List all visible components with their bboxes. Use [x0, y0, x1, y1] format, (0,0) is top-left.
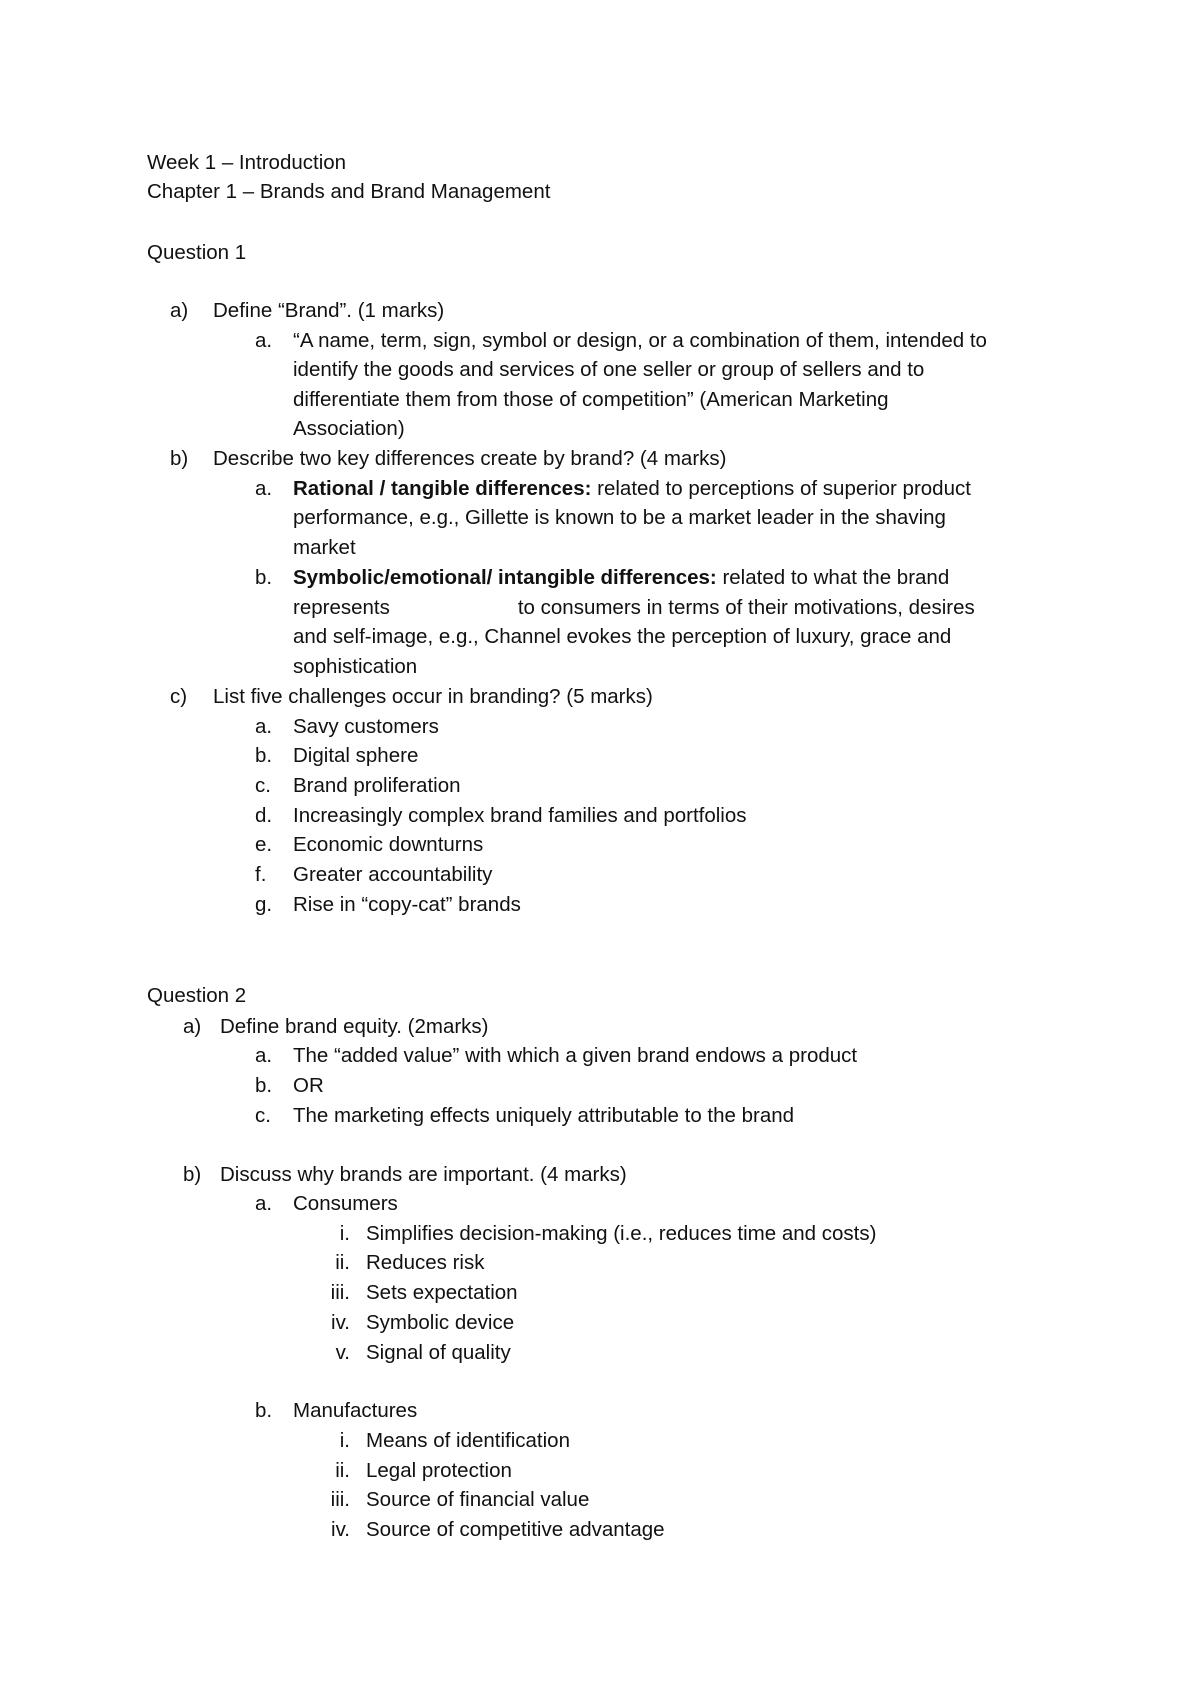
roman-marker: iv.: [331, 1518, 350, 1541]
list-marker: a.: [255, 715, 273, 738]
q1-a-answer-line: identify the goods and services of one seller or group of sellers and to: [293, 358, 925, 381]
list-item: Simplifies decision-making (i.e., reduces time and costs): [366, 1222, 877, 1245]
list-marker: c.: [255, 1104, 271, 1127]
chapter-heading: Chapter 1 – Brands and Brand Management: [147, 180, 551, 203]
roman-marker: ii.: [335, 1251, 350, 1274]
list-item: Brand proliferation: [293, 774, 461, 797]
list-marker: d.: [255, 804, 273, 827]
roman-marker: i.: [339, 1429, 350, 1452]
q1-a-answer-line: “A name, term, sign, symbol or design, or a combination of them, intended to: [293, 329, 987, 352]
roman-marker: i.: [339, 1222, 350, 1245]
list-item: Means of identification: [366, 1429, 570, 1452]
list-item: Rise in “copy-cat” brands: [293, 893, 521, 916]
question-2-title: Question 2: [147, 984, 247, 1007]
list-item: OR: [293, 1074, 324, 1097]
roman-marker: iv.: [331, 1311, 350, 1334]
q1-a-marker: a): [170, 299, 189, 322]
list-item: Greater accountability: [293, 863, 493, 886]
q2-b-marker: b): [183, 1163, 202, 1186]
list-item: Digital sphere: [293, 744, 419, 767]
list-item: Savy customers: [293, 715, 439, 738]
q1-b-answer-line: represents to consumers in terms of their motivations, desires: [293, 596, 975, 619]
list-marker: b.: [255, 744, 273, 767]
list-marker: c.: [255, 774, 271, 797]
q1-b-answer-line: Rational / tangible differences: related to perceptions of superior product: [293, 477, 971, 500]
consumers-label: Consumers: [293, 1192, 398, 1215]
q1-a-answer-line: differentiate them from those of competition” (American Marketing: [293, 388, 889, 411]
q1-b-answer-line: and self-image, e.g., Channel evokes the perception of luxury, grace and: [293, 625, 952, 648]
symbolic-differences-term: Symbolic/emotional/ intangible differences:: [293, 566, 717, 589]
question-1-title: Question 1: [147, 241, 247, 264]
roman-marker: iii.: [330, 1488, 350, 1511]
roman-marker: iii.: [330, 1281, 350, 1304]
list-item: Symbolic device: [366, 1311, 515, 1334]
q1-b-answer-marker: b.: [255, 566, 273, 589]
rational-differences-term: Rational / tangible differences:: [293, 477, 592, 500]
list-item: Signal of quality: [366, 1341, 511, 1364]
list-item: Increasingly complex brand families and portfolios: [293, 804, 747, 827]
list-item: Source of financial value: [366, 1488, 590, 1511]
q1-a-answer-marker: a.: [255, 329, 273, 352]
q1-a-answer-line: Association): [293, 417, 405, 440]
q1-b-answer-line: Symbolic/emotional/ intangible differences: related to what the brand: [293, 566, 950, 589]
manufactures-label: Manufactures: [293, 1399, 418, 1422]
roman-marker: ii.: [335, 1459, 350, 1482]
q1-c-marker: c): [170, 685, 188, 708]
week-heading: Week 1 – Introduction: [147, 151, 347, 174]
list-item: Sets expectation: [366, 1281, 518, 1304]
q1-b-answer-line: performance, e.g., Gillette is known to be a market leader in the shaving: [293, 506, 946, 529]
list-item: Source of competitive advantage: [366, 1518, 665, 1541]
q1-b-answer-line: market: [293, 536, 356, 559]
q1-c-question: List five challenges occur in branding? (5 marks): [213, 685, 653, 708]
q2-b-question: Discuss why brands are important. (4 marks): [220, 1163, 627, 1186]
q1-b-marker: b): [170, 447, 189, 470]
q1-b-answer-line: sophistication: [293, 655, 418, 678]
list-marker: a.: [255, 1044, 273, 1067]
list-marker: f.: [255, 863, 267, 886]
list-item: Legal protection: [366, 1459, 512, 1482]
list-marker: b.: [255, 1074, 273, 1097]
roman-marker: v.: [335, 1341, 350, 1364]
list-marker: a.: [255, 1192, 273, 1215]
list-item: The marketing effects uniquely attributable to the brand: [293, 1104, 795, 1127]
list-marker: b.: [255, 1399, 273, 1422]
q1-a-question: Define “Brand”. (1 marks): [213, 299, 445, 322]
list-marker: g.: [255, 893, 273, 916]
q2-a-marker: a): [183, 1015, 202, 1038]
q1-b-answer-marker: a.: [255, 477, 273, 500]
list-item: Economic downturns: [293, 833, 484, 856]
list-item: The “added value” with which a given brand endows a product: [293, 1044, 858, 1067]
list-item: Reduces risk: [366, 1251, 485, 1274]
list-marker: e.: [255, 833, 273, 856]
q1-b-question: Describe two key differences create by brand? (4 marks): [213, 447, 727, 470]
q2-a-question: Define brand equity. (2marks): [220, 1015, 489, 1038]
